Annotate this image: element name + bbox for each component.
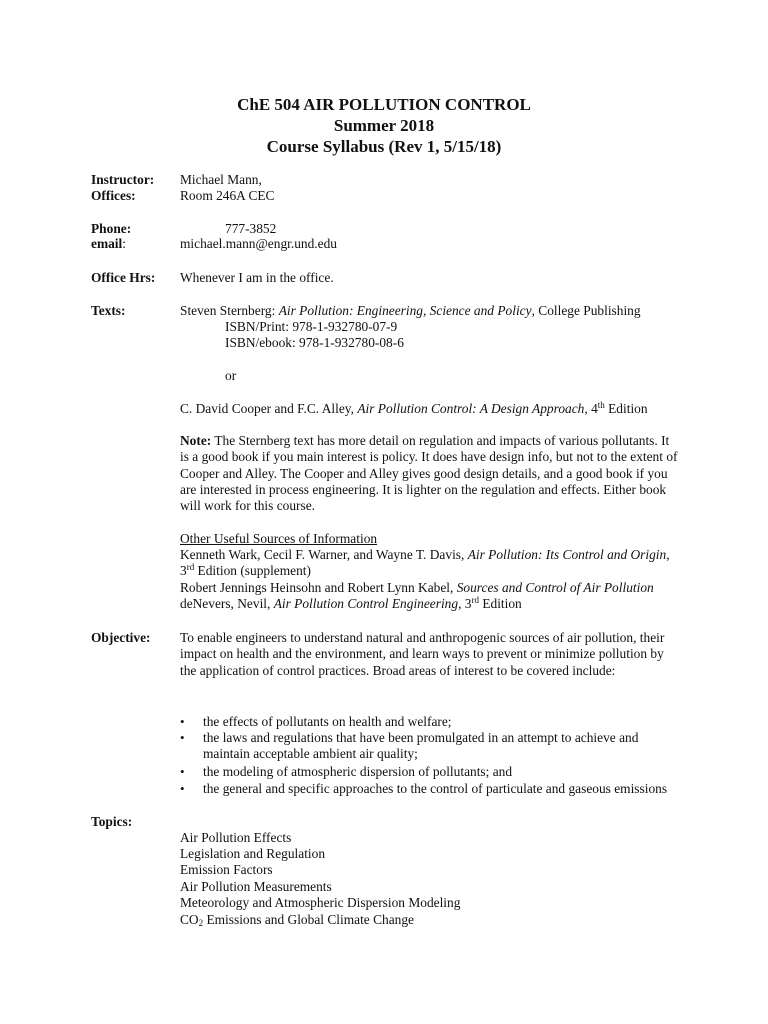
source-3 — [180, 596, 522, 612]
phone-label: Phone: — [91, 221, 132, 236]
course-title: ChE 504 AIR POLLUTION CONTROL — [237, 95, 531, 114]
textbook-1-author: Steven Sternberg: — [180, 303, 279, 318]
source-3-authors: deNevers, Nevil, — [180, 596, 274, 611]
textbook-2-edition: , 4 — [584, 401, 598, 416]
textbook-2 — [180, 401, 648, 417]
source-3-title: Air Pollution Control Engineering — [273, 596, 459, 611]
bullet-glyph: • — [180, 730, 185, 745]
source-2-authors: Robert Jennings Heinsohn and Robert Lynn Kabel, — [180, 580, 457, 595]
source-3-edition-sup: rd — [471, 595, 479, 605]
note-label: Note: — [180, 433, 212, 448]
instructor-label: Instructor: — [91, 172, 155, 187]
objective-bullet: the laws and regulations that have been promulgated in an attempt to achieve and maintain acceptable ambient air quality; — [203, 730, 639, 762]
topic-co2-co: CO — [180, 912, 199, 927]
bullet-glyph: • — [180, 714, 185, 729]
source-1-rest: Edition (supplement) — [194, 563, 311, 579]
instructor-name: Michael Mann, — [180, 172, 262, 187]
source-2-title: Sources and Control of Air Pollution — [456, 580, 654, 595]
source-1-edition: , 3 — [180, 547, 670, 579]
textbook-2-title: Air Pollution Control: A Design Approach — [357, 401, 585, 416]
isbn-ebook: ISBN/ebook: 978-1-932780-08-6 — [225, 335, 404, 350]
syllabus-revision: Course Syllabus (Rev 1, 5/15/18) — [266, 137, 502, 156]
textbook-1-title: Air Pollution: Engineering, Science and Policy — [278, 303, 532, 318]
objective-bullet: the effects of pollutants on health and welfare; — [203, 714, 452, 729]
source-2 — [180, 580, 654, 596]
offices-label: Offices: — [91, 188, 136, 203]
textbook-2-edition-word: Edition — [604, 401, 648, 416]
source-1-title: Air Pollution: Its Control and Origin — [467, 547, 667, 562]
email-address: michael.mann@engr.und.edu — [180, 236, 337, 251]
note-text: The Sternberg text has more detail on regulation and impacts of various pollutants. It is a good book if you main interest is policy. It does have design info, but not to the extent of Cooper and Alley. The Cooper and Alley gives good design details, and a good book if you are interested in process engineering. It is lighter on the regulation and effects. Either book will work for this course. — [180, 433, 678, 514]
topic-item: Air Pollution Measurements — [180, 879, 332, 894]
topic-item: Legislation and Regulation — [180, 846, 326, 861]
topic-item: Emission Factors — [180, 862, 273, 877]
source-3-rest: Edition — [478, 596, 522, 611]
objective-text: To enable engineers to understand natural and anthropogenic sources of air pollution, their impact on health and the environment, and learn ways to prevent or minimize pollution by the application of control practices. Broad areas of interest to be covered include: — [180, 630, 665, 678]
sources-heading-text: Other Useful Sources of Information — [180, 531, 378, 546]
topics-label: Topics: — [91, 814, 133, 829]
phone-number: 777-3852 — [225, 221, 277, 236]
topic-item-co2 — [180, 912, 414, 928]
email-label-text: email — [91, 236, 123, 251]
texts-label: Texts: — [91, 303, 126, 318]
topic-co2-rest: Emissions and Global Climate Change — [203, 912, 414, 927]
email-label — [91, 236, 126, 252]
course-term: Summer 2018 — [333, 116, 435, 135]
bullet-glyph: • — [180, 781, 185, 796]
objective-bullet: the modeling of atmospheric dispersion of pollutants; and — [203, 764, 513, 779]
textbook-1 — [180, 303, 641, 319]
or-separator: or — [225, 368, 237, 383]
source-1-edition-sup: rd — [186, 562, 195, 573]
source-3-edition: , 3 — [458, 596, 472, 611]
topic-item: Air Pollution Effects — [180, 830, 292, 845]
objective-bullet: the general and specific approaches to the control of particulate and gaseous emissions — [203, 781, 668, 796]
office-room: Room 246A CEC — [180, 188, 275, 203]
textbook-2-author: C. David Cooper and F.C. Alley, — [180, 401, 358, 416]
source-1 — [180, 547, 680, 580]
sources-heading — [180, 531, 377, 547]
textbook-1-publisher: , College Publishing — [531, 303, 641, 318]
textbook-note — [180, 433, 680, 514]
objective-label: Objective: — [91, 630, 151, 645]
topic-co2-sub: 2 — [198, 918, 204, 928]
email-label-colon: : — [122, 236, 126, 251]
textbook-2-edition-sup: th — [597, 400, 605, 410]
isbn-print: ISBN/Print: 978-1-932780-07-9 — [225, 319, 398, 334]
bullet-glyph: • — [180, 764, 185, 779]
topic-item: Meteorology and Atmospheric Dispersion Modeling — [180, 895, 461, 910]
office-hours-label: Office Hrs: — [91, 270, 156, 285]
office-hours: Whenever I am in the office. — [180, 270, 334, 285]
source-1-authors: Kenneth Wark, Cecil F. Warner, and Wayne T. Davis, — [180, 547, 468, 562]
